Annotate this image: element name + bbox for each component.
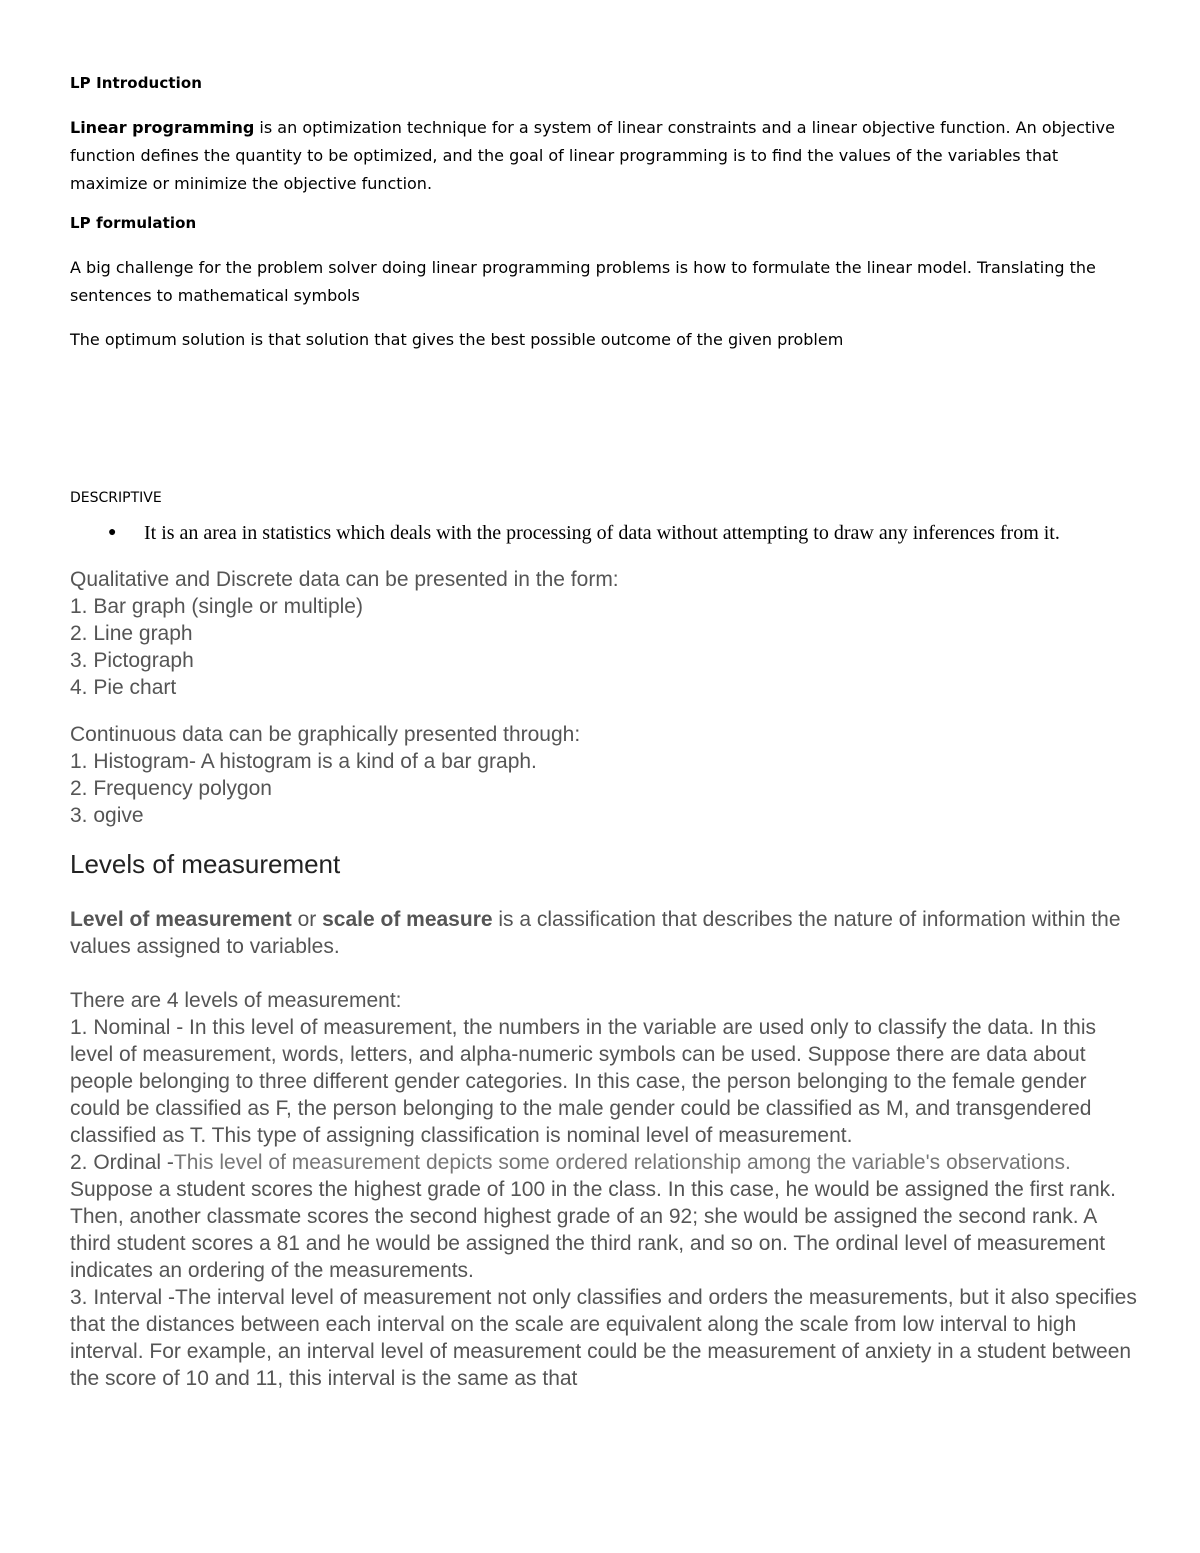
levels-list bbox=[70, 987, 1140, 1392]
qualitative-intro: Qualitative and Discrete data can be presented in the form: bbox=[70, 568, 619, 591]
continuous-intro: Continuous data can be graphically presented through: bbox=[70, 723, 581, 746]
ordinal-text: Suppose a student scores the highest grade of 100 in the class. In this case, he would be assigned the first rank. Then, another classmate scores the second highest grade of an 92; she would be assigned the second rank. A third student scores a 81 and he would be assigned the third rank, and so on. The ordinal level of measurement indicates an ordering of the measurements. bbox=[70, 1178, 1116, 1282]
bullet-icon: ● bbox=[108, 525, 117, 540]
lp-introduction-paragraph bbox=[70, 114, 1140, 198]
descriptive-bullet-item bbox=[70, 520, 1140, 546]
list-item: 4. Pie chart bbox=[70, 676, 177, 699]
ordinal-prefix: 2. Ordinal - bbox=[70, 1151, 174, 1174]
lp-formulation-paragraph-1: A big challenge for the problem solver doing linear programming problems is how to formulate the linear model. Translating the sentences to mathematical symbols bbox=[70, 258, 1096, 305]
definition-connector: or bbox=[291, 908, 323, 931]
definition-text: is a classification that describes the nature of information within the values assigned to variables. bbox=[70, 908, 1121, 958]
levels-of-measurement-heading: Levels of measurement bbox=[70, 849, 341, 879]
ordinal-light-text: This level of measurement depicts some ordered relationship among the variable's observations. bbox=[173, 1151, 1071, 1174]
nominal-item: 1. Nominal - In this level of measurement, the numbers in the variable are used only to classify the data. In this level of measurement, words, letters, and alpha-numeric symbols can be used. Suppose there are data about people belonging to three different gender categories. In this case, the person belonging to the female gender could be classified as F, the person belonging to the male gender could be classified as M, and transgendered classified as T. This type of assigning classification is nominal level of measurement. bbox=[70, 1016, 1097, 1147]
list-item: 3. ogive bbox=[70, 804, 144, 827]
lp-introduction-heading: LP Introduction bbox=[70, 74, 203, 92]
document-page bbox=[70, 60, 1140, 1392]
list-item: 3. Pictograph bbox=[70, 649, 194, 672]
list-item: 2. Line graph bbox=[70, 622, 193, 645]
list-item: 2. Frequency polygon bbox=[70, 777, 272, 800]
scale-of-measure-term: scale of measure bbox=[322, 908, 493, 931]
levels-intro: There are 4 levels of measurement: bbox=[70, 989, 402, 1012]
lp-formulation-paragraph-2: The optimum solution is that solution that gives the best possible outcome of the given problem bbox=[70, 330, 844, 349]
descriptive-heading: DESCRIPTIVE bbox=[70, 490, 162, 506]
qualitative-list bbox=[70, 566, 1140, 701]
descriptive-bullet-text: It is an area in statistics which deals with the processing of data without attempting to draw any inferences from it. bbox=[144, 522, 1060, 544]
lp-formulation-heading: LP formulation bbox=[70, 214, 197, 232]
continuous-list bbox=[70, 721, 1140, 829]
list-item: 1. Bar graph (single or multiple) bbox=[70, 595, 363, 618]
level-definition-paragraph bbox=[70, 906, 1140, 960]
list-item: 1. Histogram- A histogram is a kind of a bar graph. bbox=[70, 750, 537, 773]
lp-introduction-text: is an optimization technique for a system of linear constraints and a linear objective function. An objective function defines the quantity to be optimized, and the goal of linear programming is to find the values of the variables that maximize or minimize the objective function. bbox=[70, 118, 1115, 193]
spacer bbox=[70, 370, 1140, 490]
linear-programming-term: Linear programming bbox=[70, 118, 255, 137]
ordinal-item bbox=[70, 1149, 1140, 1284]
interval-item: 3. Interval -The interval level of measurement not only classifies and orders the measurements, but it also specifies that the distances between each interval on the scale are equivalent along the scale from low interval to high interval. For example, an interval level of measurement could be the measurement of anxiety in a student between the score of 10 and 11, this interval is the same as that bbox=[70, 1286, 1137, 1390]
level-of-measurement-term: Level of measurement bbox=[70, 908, 292, 931]
